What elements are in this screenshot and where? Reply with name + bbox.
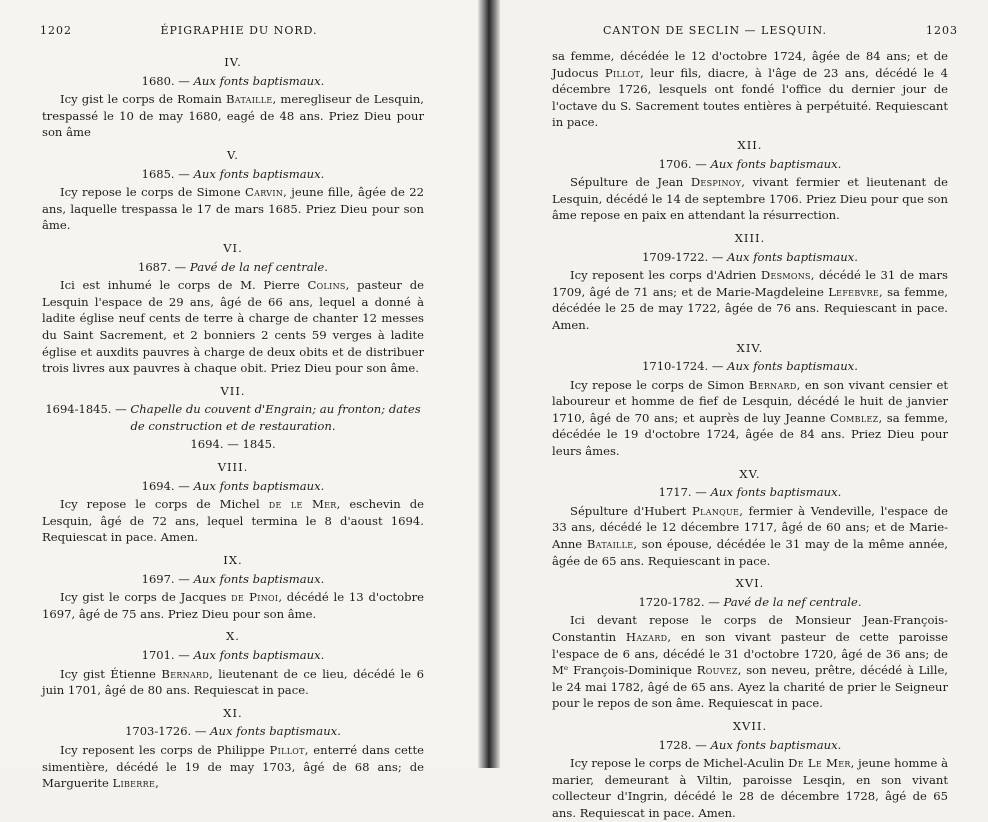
text-run: , en son vivant censier et laboureur et homme de fief de Lesquin, décédé le huit de janvier 1710, âgé de 70 ans; et auprès de luy Jeanne (552, 377, 948, 425)
section-location: Pavé de la nef centrale. (189, 259, 328, 274)
section-location: Aux fonts baptismaux. (710, 485, 842, 500)
text-run: , fermier à Vendeville, l'espace de 33 ans, décédé le 12 décembre 1717, âgé de 60 ans; et de Marie-Anne (552, 503, 948, 552)
running-title-left: ÉPIGRAPHIE DU NORD. (160, 24, 318, 37)
right-page-content (552, 48, 948, 822)
section-year: 1703-1726. (125, 724, 192, 739)
heading-dash: — (191, 724, 211, 739)
surname: de Pinoi (231, 590, 279, 605)
text-run: Icy repose le corps de Michel-Aculin (570, 756, 789, 771)
heading-dash: — (111, 402, 131, 417)
inscription-text (42, 91, 424, 141)
section-year: 1687. (138, 259, 171, 274)
heading-dash: — (174, 571, 194, 586)
section-heading (552, 358, 948, 375)
section-year: 1717. (658, 485, 692, 500)
heading-dash: — (174, 478, 194, 493)
inscription-entry (552, 718, 948, 822)
section-heading (552, 156, 948, 173)
inscription-text (552, 503, 948, 569)
inscription-text (42, 496, 424, 546)
section-heading (42, 478, 424, 495)
section-heading (552, 737, 948, 754)
text-run: Icy repose le corps de Simone (60, 185, 245, 200)
text-run: Icy gist le corps de Jacques (60, 590, 232, 605)
surname: Desmons (760, 268, 811, 283)
surname: Lefebvre (828, 284, 880, 299)
section-year: 1706. (658, 156, 692, 171)
surname: Carvin (245, 185, 284, 200)
text-run: , décédé le 13 d'octobre 1697, âgé de 75 ans. Priez Dieu pour son âme. (42, 590, 424, 621)
text-run: Ici devant repose le corps de Monsieur Jean-François-Constantin (552, 613, 948, 644)
text-run: Sépulture d'Hubert (570, 503, 693, 518)
page-number-right: 1203 (926, 24, 958, 37)
inscription-text (42, 666, 424, 699)
inscription-text (42, 589, 424, 622)
text-run: Icy reposent les corps d'Adrien (570, 268, 761, 283)
text-run: , meregliseur de Lesquin, trespassé le 10 de may 1680, eagé de 48 ans. Priez Dieu pour son âme (42, 92, 424, 140)
inscription-entry (552, 340, 948, 460)
text-run: , pasteur de Lesquin l'espace de 29 ans, âgé de 66 ans, lequel a donné à ladite église neuf cents de terre à charge de chanter 12 messes du Saint Sacrement, et 2 bonniers 2 cents 59 verges à ladite église et auxdits pauvres à charge de deux obits et de distribuer trois livres aux pauvres à chaque obit. Priez Dieu pour son âme. (42, 278, 424, 376)
section-location: Chapelle du couvent d'Engrain; au fronton; dates de construction et de restauration. (130, 402, 421, 433)
section-year: 1694. (141, 478, 175, 493)
text-run: Icy repose le corps de Simon (570, 377, 749, 392)
inscription-text (552, 267, 948, 333)
text-run: , lieutenant de ce lieu, décédé le 6 juin 1701, âgé de 80 ans. Requiescat in pace. (42, 666, 425, 698)
section-location: Aux fonts baptismaux. (193, 478, 325, 493)
surname: de le Mer (268, 497, 337, 512)
section-heading (552, 484, 948, 501)
section-location: Aux fonts baptismaux. (193, 73, 325, 88)
section-year: 1720-1782. (638, 594, 705, 609)
surname: Bataille (225, 92, 273, 107)
text-run: Icy repose le corps de Michel (60, 497, 269, 512)
surname: Pillot (604, 65, 641, 80)
inscription-text (42, 184, 424, 234)
section-location: Aux fonts baptismaux. (193, 571, 325, 586)
section-numeral: IV. (224, 55, 242, 69)
heading-dash: — (174, 648, 194, 662)
section-location: Aux fonts baptismaux. (210, 724, 341, 739)
heading-dash: — (708, 249, 728, 264)
text-run: , sa femme, décédée le 19 d'octobre 1724, âgée de 84 ans. Priez Dieu pour leurs âmes. (552, 410, 949, 459)
section-numeral: XVI. (735, 576, 765, 591)
text-run: sa femme, décédée le 12 d'octobre 1724, âgée de 84 ans; et de Judocus (552, 49, 948, 80)
heading-dash: — (174, 73, 194, 88)
section-year: 1697. (141, 571, 175, 586)
inscription-text (552, 755, 948, 821)
section-year: 1694-1845. (45, 402, 112, 417)
section-year: 1680. (141, 73, 175, 88)
text-run: Icy reposent les corps de Philippe (60, 742, 270, 757)
text-run: , leur fils, diacre, à l'âge de 23 ans, décédé le 4 décembre 1726, lesquels ont fondé l'office du dernier jour de l'octave du S. Sacrement toutes entières à perpétuité. Requiescant in pace. (552, 65, 948, 130)
heading-dash: — (691, 485, 711, 500)
section-heading (552, 594, 948, 611)
text-run: , vivant fermier et lieutenant de Lesquin, décédé le 14 de septembre 1706. Priez Dieu pour que son âme repose en paix en attendant la résurrection. (552, 175, 948, 223)
section-heading (42, 73, 424, 90)
page-number-left: 1202 (40, 24, 72, 37)
continuation-paragraph (552, 48, 948, 131)
section-location: Aux fonts baptismaux. (710, 156, 842, 171)
heading-dash: — (174, 166, 194, 181)
inscription-years: 1694. — 1845. (190, 437, 276, 452)
heading-dash: — (704, 594, 724, 609)
inscription-entry (42, 383, 424, 453)
section-heading (42, 723, 424, 740)
inscription-entry (42, 54, 424, 141)
inscription-entry (42, 459, 424, 546)
section-numeral: XVII. (732, 718, 768, 733)
inscription-entry (42, 147, 424, 234)
section-location: Aux fonts baptismaux. (193, 648, 325, 662)
text-run: , enterré dans cette simentière, décédé le 19 de may 1703, âgé de 68 ans; de Marguerite (42, 742, 424, 791)
section-numeral: V. (227, 147, 239, 162)
inscription-entry (42, 552, 424, 622)
right-page (500, 0, 988, 820)
section-numeral: XII. (737, 137, 763, 152)
left-page-content (42, 48, 424, 792)
section-numeral: XIV. (736, 340, 764, 355)
text-run: , jeune fille, âgée de 22 ans, laquelle trespassa le 17 de mars 1685. Priez Dieu pour son âme. (42, 185, 424, 233)
inscription-text (552, 174, 948, 224)
section-numeral: XI. (223, 705, 243, 720)
text-run: Icy gist le corps de Romain (60, 92, 226, 107)
inscription-entry (552, 230, 948, 334)
text-run: , eschevin de Lesquin, âgé de 72 ans, lequel termina le 8 d'aoust 1694. Requiescat in pace. Amen. (42, 497, 424, 545)
section-numeral: VII. (220, 383, 246, 398)
text-run: , (155, 776, 159, 791)
left-page (0, 0, 478, 791)
section-location: Aux fonts baptismaux. (727, 249, 858, 264)
text-run: Ici est inhumé le corps de M. Pierre (60, 278, 308, 293)
inscription-entry (42, 240, 424, 377)
text-run: Icy gist Étienne (60, 666, 162, 681)
section-numeral: VIII. (217, 460, 249, 475)
text-run: , son épouse, décédée le 31 may de la même année, âgée de 65 ans. Requiescant in pace. (552, 537, 948, 568)
section-heading (42, 571, 424, 588)
surname: Colins (307, 278, 346, 293)
inscription-entry (552, 575, 948, 712)
heading-dash: — (170, 259, 190, 274)
book-gutter (478, 0, 500, 768)
surname: Rouvez (696, 663, 738, 678)
text-run: , sa femme, décédée le 25 de may 1722, âgée de 76 ans. Requiescant in pace. Amen. (552, 284, 948, 332)
inscription-text (552, 377, 948, 460)
section-year: 1701. (141, 648, 175, 662)
inscription-text (42, 277, 424, 377)
section-location: Aux fonts baptismaux. (710, 737, 842, 752)
section-heading (42, 647, 424, 664)
heading-dash: — (691, 156, 711, 171)
inscription-text (552, 612, 948, 712)
text-run: , jeune homme à marier, demeurant à Viltin, paroisse Lesqin, en son vivant collecteur d'Ingrin, décédé le 28 de décembre 1728, âgé de 65 ans. Requiescat in pace. Amen. (552, 756, 948, 820)
surname: Pillot (269, 742, 305, 757)
inscription-entry (552, 137, 948, 224)
section-numeral: X. (226, 629, 240, 644)
surname: Bernard (161, 666, 210, 681)
heading-dash: — (691, 737, 711, 752)
surname: Comblez (830, 410, 879, 425)
inscription-text (42, 742, 424, 792)
section-heading (42, 401, 424, 434)
section-year: 1685. (141, 166, 175, 181)
section-numeral: IX. (223, 553, 243, 568)
surname: Bataille (586, 537, 634, 552)
section-heading (552, 249, 948, 266)
inscription-entry (42, 705, 424, 792)
section-heading (42, 166, 424, 183)
text-run: Sépulture de Jean (570, 175, 691, 190)
surname: Hazard (625, 630, 668, 644)
inscription-entry (552, 466, 948, 570)
section-year: 1710-1724. (642, 359, 709, 374)
surname: Despinoy (690, 175, 742, 190)
section-location: Pavé de la nef centrale. (723, 594, 862, 609)
surname: Liberre (112, 776, 156, 791)
surname: De Le Mer (788, 756, 851, 771)
running-title-right: CANTON DE SECLIN — LESQUIN. (603, 24, 827, 37)
section-heading (42, 259, 424, 276)
surname: Planque (692, 503, 740, 518)
section-location: Aux fonts baptismaux. (193, 166, 325, 181)
inscription-entry (42, 628, 424, 698)
surname: Bernard (748, 377, 797, 392)
section-year: 1728. (658, 737, 692, 752)
section-year: 1709-1722. (642, 249, 709, 264)
heading-dash: — (708, 359, 728, 374)
section-numeral: VI. (223, 240, 243, 255)
section-numeral: XV. (739, 466, 761, 481)
text-run: , décédé le 31 de mars 1709, âgé de 71 ans; et de Marie-Magdeleine (552, 268, 948, 299)
text-run: , en son vivant pasteur de cette paroisse l'espace de 6 ans, décédé le 31 d'octobre 1720, âgé de 36 ans; de Mᵉ François-Dominique (552, 630, 948, 678)
text-run: , son neveu, prêtre, décédé à Lille, le 24 mai 1782, âgé de 65 ans. Ayez la charité de prier le Seigneur pour le repos de son âme. Requiescat in pace. (552, 663, 948, 711)
section-location: Aux fonts baptismaux. (727, 359, 858, 374)
section-numeral: XIII. (734, 230, 766, 245)
